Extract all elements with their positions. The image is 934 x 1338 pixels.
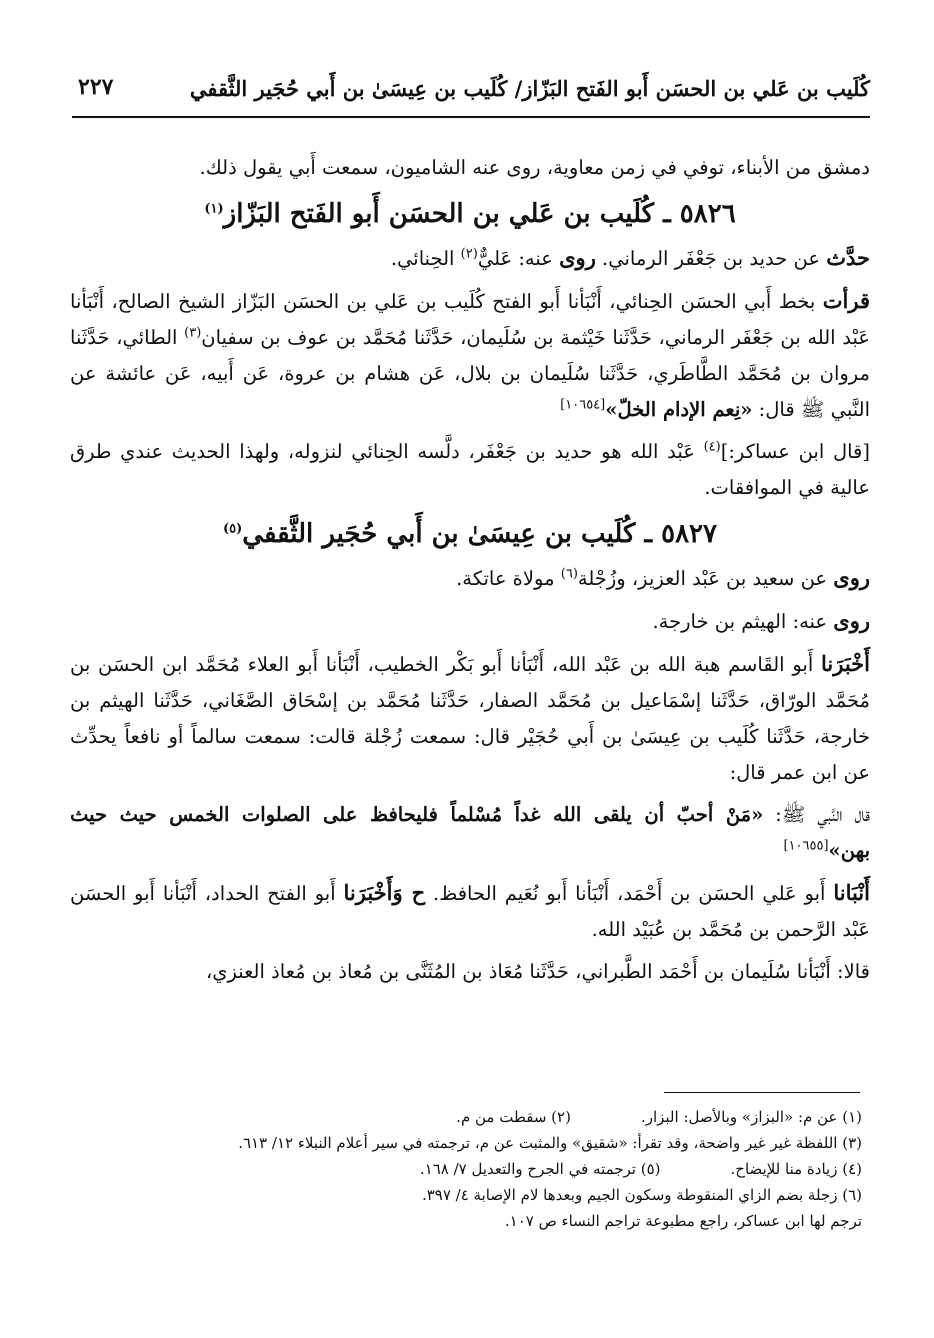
footnote-row <box>110 1156 862 1182</box>
text: قالا: أَنْبَأنا سُلَيمان بن أَحْمَد الطَّبراني، حَدَّثَنا مُعَاذ بن المُثَنَّى بن مُعاذ بن مُعاذ العنزي، <box>205 960 870 983</box>
keyword: روى <box>559 245 596 270</box>
keyword: روى <box>833 608 870 633</box>
running-header <box>72 72 870 118</box>
footnote-1: (١) عن م: «البزاز» وبالأصل: البزار. <box>640 1108 862 1126</box>
text: أَبو الفتح الحداد، أَنْبَأنا أَبو الحسَن عَبْد الرَّحمن بن مُحَمَّد بن عُبَيْد الله. <box>70 882 870 941</box>
paragraph-continuation <box>70 150 870 186</box>
footnotes <box>110 1104 862 1234</box>
text: الحِنائي. <box>390 247 461 270</box>
footnote-marker: (١) <box>204 201 224 217</box>
paragraph-narration <box>70 560 870 597</box>
footnote-4: (٤) زيادة منا للإيضاح. <box>730 1160 862 1178</box>
page-number: ٢٢٧ <box>78 74 114 100</box>
paragraph-comment <box>70 434 870 506</box>
hadith-text: «نِعم الإدام الخلّ» <box>605 398 753 421</box>
keyword: أَنْبَانا <box>833 880 870 905</box>
main-text <box>70 150 870 996</box>
entry-title-5827 <box>70 512 870 556</box>
footnote-row <box>110 1208 862 1234</box>
text: دمشق من الأبناء، توفي في زمن معاوية، روى عنه الشاميون، سمعت أَبي يقول ذلك. <box>199 156 870 179</box>
text: الطائي، حَدَّثَنا مروان بن مُحَمَّد الطَّاطَري، حَدَّثَنا سُلَيمان بن بلال، عَن هشام بن عروة، عَن أَبيه، عَن عائشة عن النَّبي ﷺ قال: <box>70 326 870 421</box>
keyword: حدَّث <box>826 245 870 270</box>
footnote-row <box>110 1182 862 1208</box>
keyword: قرأت <box>822 288 870 313</box>
entry-title-5826 <box>70 192 870 236</box>
footnote-marker: (٣) <box>184 325 202 341</box>
text: عنه: الهيثم بن خارجة. <box>652 610 834 633</box>
text: عنه: عَليٌّ <box>477 247 560 270</box>
text: مولاة عاتكة. <box>456 567 561 590</box>
text: عن حديد بن جَعْفَر الرماني. <box>595 247 827 270</box>
paragraph-isnad <box>70 875 870 948</box>
paragraph-isnad <box>70 646 870 791</box>
entry-title-text: ٥٨٢٦ ـ كُلَيب بن عَلي بن الحسَن أَبو الفَتح البَزّاز <box>223 199 736 229</box>
paragraph-narration <box>70 240 870 277</box>
footnote-row <box>110 1104 862 1130</box>
keyword: ح وَأَخْبَرَنا <box>343 880 426 905</box>
footnote-marker: (٢) <box>460 246 478 262</box>
footnote-2: (٢) سقطت من م. <box>456 1108 571 1126</box>
header-title: كُلَيب بن عَلي بن الحسَن أَبو الفَتح البَزّاز/ كُلَيب بن عِيسَىٰ بن أَبي حُجَير الثَّقفي <box>189 76 870 101</box>
hadith-reference: [١٠٦٥٤] <box>560 397 606 413</box>
text: أَبو عَلي الحسَن بن أَحْمَد، أَنْبَأنا أَبو نُعَيم الحافظ. <box>425 882 834 905</box>
paragraph-hadith <box>70 797 870 869</box>
entry-title-text: ٥٨٢٧ ـ كُلَيب بن عِيسَىٰ بن أَبي حُجَير الثَّقفي <box>242 519 717 549</box>
footnote-6: (٦) زجلة بضم الزاي المنقوطة وسكون الجيم وبعدها لام الإصابة ٤/ ٣٩٧. <box>421 1186 862 1204</box>
footnote-3: (٣) اللفظة غير غير واضحة، وقد تقرأ: «شقيق» والمثبت عن م، ترجمته في سير أعلام النبلاء ١٢/ ٦١٣. <box>238 1134 862 1152</box>
paragraph-isnad <box>70 283 870 428</box>
paragraph-narration <box>70 603 870 640</box>
footnote-row <box>110 1130 862 1156</box>
hadith-text: «مَنْ أحبّ أن يلقى الله غداً مُسْلماً فليحافظ على الصلوات الخمس حيث حيث بهن» <box>70 803 870 862</box>
hadith-reference: [١٠٦٥٥] <box>783 838 829 854</box>
text: عن سعيد بن عَبْد العزيز، وزُجْلة <box>577 567 834 590</box>
footnote-marker: (٤) <box>703 439 721 455</box>
text: بخط أَبي الحسَن الحِنائي، أَنْبَأنا أَبو الفتح كُلَيب بن عَلي بن الحسَن البَزّاز الشيخ الصالح، أَنْبَأنا عَبْد الله بن جَعْفَر الرماني، حَدَّثَنا خَيْثمة بن سُلَيمان، حَدَّثَنا مُحَمَّد بن عوف بن سفيان <box>70 290 870 349</box>
paragraph-isnad <box>70 954 870 990</box>
footnote-divider <box>664 1092 860 1093</box>
footnote-6-continuation: ترجم لها ابن عساكر، راجع مطبوعة تراجم النساء ص ١٠٧. <box>504 1212 862 1230</box>
text: عَبْد الله هو حديد بن جَعْفَر، دلَّسه الحِنائي لنزوله، ولهذا الحديث عندي طرق عالية في الموافقات. <box>70 440 870 499</box>
footnote-marker: (٦) <box>560 566 578 582</box>
footnote-marker: (٥) <box>223 521 243 537</box>
text: أَبو القَاسم هبة الله بن عَبْد الله، أَنْبَأنا أَبو بَكْر الخطيب، أَنْبَأنا أَبو العلاء مُحَمَّد ابن الحسَن بن مُحَمَّد الورّاق، حَدَّثَنا إسْمَاعيل بن مُحَمَّد الصفار، حَدَّثَنا مُحَمَّد بن إسْحَاق الصَّغَاني، حَدَّثَنا الهيثم بن خارجة، حَدَّثَنا كُلَيب بن عِيسَىٰ بن أَبي حُجَيْر قال: سمعت زُجْلة قالت: سمعت سالماً أو نافعاً يحدِّث عن ابن عمر قال: <box>70 653 870 784</box>
keyword: أَخْبَرَنا <box>821 651 870 676</box>
text: قال النَّبي ﷺ: <box>763 803 870 826</box>
text: [قال ابن عساكر:] <box>720 440 870 463</box>
footnote-5: (٥) ترجمته في الجرح والتعديل ٧/ ١٦٨. <box>419 1160 661 1178</box>
keyword: روى <box>833 565 870 590</box>
